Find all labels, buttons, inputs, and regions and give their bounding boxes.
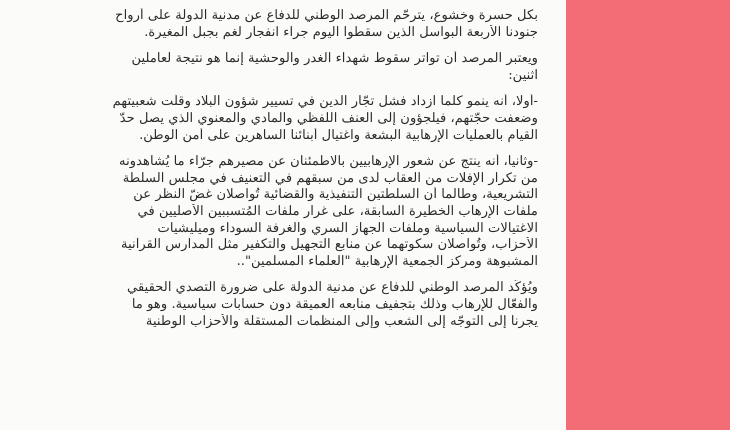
- text-line: جنودنا الأربعة البواسل الذين سقطوا اليوم جراء انفجار لغم بجبل المغيرة.: [144, 24, 538, 40]
- text-line: المشبوهة ومركز الجمعية الإرهابية "العلماء المسلمين"..: [236, 253, 538, 269]
- text-line: اثنين:: [508, 67, 538, 83]
- text-line: ويعتبر المرصد أن تواتر سقوط شهداء الغدر والوحشية إنما هو نتيجة لعاملين: [131, 51, 538, 67]
- paragraph-second-factor: [100, 154, 538, 270]
- text-line: ويُؤكّد المرصد الوطني للدفاع عن مدنية الدولة على ضرورة التصدي الحقيقي: [126, 280, 538, 296]
- text-line: الأحزاب، وتُواصلان سكوتهما عن منابع التجهيل والتكفير مثل المدارس القرآنية: [121, 237, 538, 253]
- text-line: بكل حسرة وخشوع، يترحّم المرصد الوطني للدفاع عن مدنية الدولة على أرواح: [115, 8, 538, 23]
- text-line: وضعفت حجّتهم، فيلجؤون إلى العنف اللفظي والمادي والمعنوي الذي يصل حدّ: [119, 110, 538, 126]
- text-line: والفعّال للإرهاب وذلك بتجفيف منابعه العميقة دون حسابات سياسية. وهو ما: [131, 296, 538, 312]
- text-line: التشريعية، وطالما أن السلطتين التنفيذية والقضائية تُواصلان غضّ النظر عن: [133, 187, 538, 203]
- text-line: القيام بالعمليات الإرهابية البشعة واغتيال أبنائنا الساهرين على أمن الوطن.: [139, 127, 538, 143]
- text-line: يجرنا إلى التوجّه إلى الشعب وإلى المنظمات المستقلة والأحزاب الوطنية: [145, 313, 538, 329]
- document-body: [100, 8, 538, 340]
- paragraph-first-factor: [100, 94, 538, 144]
- text-line: من تكرار الإفلات من العقاب لدى من سبقهم في التعنيف في مجلس السلطة: [122, 170, 538, 186]
- accent-sidebar: [566, 0, 730, 430]
- text-line: -وثانيا، أنه ينتج عن شعور الإرهابيين بالاطمئنان عن مصيرهم جرّاء ما يُشاهدونه: [119, 154, 538, 170]
- text-line: ملفات الإرهاب الخطيرة السابقة، على غرار ملفات المُتسببين الأصليين في: [137, 203, 538, 219]
- text-line: -أولا، أنه ينمو كلما ازداد فشل تجّار الدين في تسيير شؤون البلاد وقلّت شعبيتهم: [112, 94, 538, 110]
- paragraph-condolence: [100, 8, 538, 41]
- text-line: الاغتيالات السياسية وملفات الجهاز السري والغرفة السوداء وميليشيات: [157, 220, 538, 236]
- paragraph-call-to-action: [100, 280, 538, 330]
- paragraph-two-factors: [100, 51, 538, 84]
